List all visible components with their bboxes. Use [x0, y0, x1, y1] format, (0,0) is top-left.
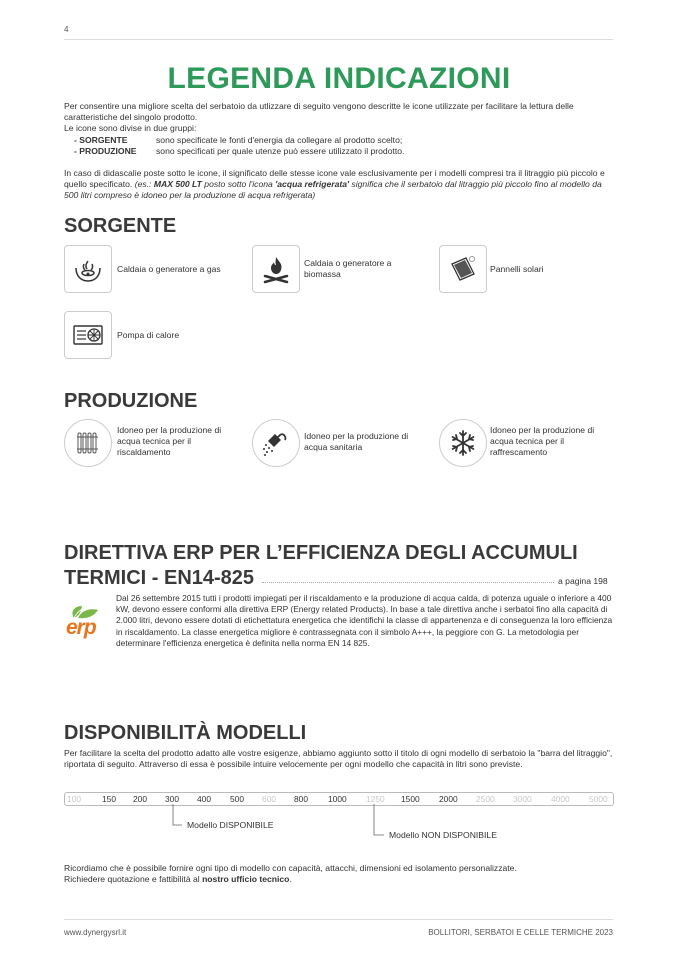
intro-paragraph-2: Le icone sono divise in due gruppi:: [64, 123, 197, 134]
page-number: 4: [64, 25, 69, 34]
solar-panel-icon: [439, 245, 487, 293]
capacity-tick-300: 300: [165, 794, 179, 804]
capacity-tick-1000: 1000: [328, 794, 347, 804]
capacity-tick-200: 200: [133, 794, 147, 804]
label-available: Modello DISPONIBILE: [187, 820, 274, 830]
intro-paragraph-1: Per consentire una migliore scelta del serbatoio da utlizzare di seguito vengono descritte le icone utilizzate per facilitare la lettura delle caratteristiche del singolo prodotto.: [64, 101, 574, 123]
list-text: sono specificate le fonti d'energia da collegare al prodotto scelto;: [156, 134, 403, 145]
shower-icon-graphic: [261, 428, 291, 458]
capacity-tick-2000: 2000: [439, 794, 458, 804]
capacity-tick-400: 400: [197, 794, 211, 804]
sorgente-label-2: Caldaia o generatore a biomassa: [304, 258, 392, 279]
capacity-tick-3000: 3000: [513, 794, 532, 804]
intro-p3-b: (es.:: [134, 179, 154, 190]
shower-icon: [252, 419, 300, 467]
intro-p3-c: MAX 500 LT: [153, 179, 202, 190]
biomass-fire-icon-graphic: [261, 254, 291, 284]
intro-p3-e: 'acqua refrigerata': [275, 179, 350, 190]
produzione-label-1: Idoneo per la produzione di acqua tecnica per il riscaldamento: [117, 425, 222, 457]
disponibilita-heading: DISPONIBILITÀ MODELLI: [64, 722, 307, 744]
sorgente-heading: SORGENTE: [64, 215, 177, 237]
gas-burner-icon-graphic: [73, 254, 103, 284]
dotted-leader: [262, 582, 554, 583]
bottom-note: [64, 863, 616, 885]
erp-text: Dal 26 settembre 2015 tutti i prodotti impiegati per il riscaldamento e la produzione di acqua calda, di potenza uguale o inferiore a 400 kW, devono essere conformi alla direttiva ERP (Energy related Products). In base a tale direttiva anche i serbatoi fino alla capacità di 2.000 litri, devono essere dotati di etichettatura energetica che identifichi la classe di appartenenza e di conseguenza la loro efficienza in riscaldamento. La classe energetica migliore è contrassegnata con il simbolo A+++, la peggiore con G. La metodologia per determinare l'efficienza energetica è definita nella norma EN 14 825.: [116, 593, 613, 648]
capacity-tick-150: 150: [102, 794, 116, 804]
list-text: sono specificati per quale utenze può essere utilizzato il prodotto.: [156, 145, 405, 156]
radiator-icon: [64, 419, 112, 467]
list-item: [64, 146, 616, 157]
capacity-tick-800: 800: [294, 794, 308, 804]
intro-p3-a: In caso di didascalie poste sotto le icone, il significato delle stesse icone vale esclusivamente per i modelli compresi tra il litraggio più piccolo e quello specificato.: [64, 168, 605, 190]
capacity-tick-600: 600: [262, 794, 276, 804]
sorgente-label-4: Pompa di calore: [117, 330, 180, 340]
bottom-line-2a: Richiedere quotazione e fattibilità al: [64, 874, 203, 885]
heat-pump-icon-graphic: [73, 320, 103, 350]
intro-paragraph-3: [64, 168, 616, 202]
snowflake-icon-graphic: [448, 428, 478, 458]
produzione-label-3: Idoneo per la produzione di acqua tecnica per il raffrescamento: [490, 425, 595, 457]
capacity-tick-1500: 1500: [401, 794, 420, 804]
bottom-line-2c: .: [289, 874, 292, 885]
technical-office-text: nostro ufficio tecnico: [202, 874, 290, 885]
intro-text: [64, 101, 616, 202]
snowflake-icon: [439, 419, 487, 467]
intro-p3-d: posto sotto l'icona: [201, 179, 276, 190]
biomass-fire-icon: [252, 245, 300, 293]
sorgente-label-1: Caldaia o generatore a gas: [117, 264, 221, 274]
bottom-line-1: Ricordiamo che è possibile fornire ogni tipo di modello con capacità, attacchi, dimensioni ed isolamento personalizzate.: [64, 863, 517, 873]
sorgente-label-3: Pannelli solari: [490, 264, 544, 274]
footer-catalog-title: BOLLITORI, SERBATOI E CELLE TERMICHE 2023: [428, 928, 613, 937]
list-key: - PRODUZIONE: [74, 145, 137, 156]
erp-heading-line-2: TERMICI - EN14-825: [64, 567, 255, 589]
produzione-label-2: Idoneo per la produzione di acqua sanitaria: [304, 431, 409, 452]
top-divider: [64, 39, 613, 40]
page-title: LEGENDA INDICAZIONI: [167, 62, 511, 95]
footer-divider: [64, 919, 613, 920]
capacity-tick-1250: 1250: [366, 794, 385, 804]
capacity-tick-2500: 2500: [476, 794, 495, 804]
radiator-icon-graphic: [73, 428, 103, 458]
list-item: [64, 135, 616, 146]
disponibilita-text: Per facilitare la scelta del prodotto adatto alle vostre esigenze, abbiamo aggiunto sotto il titolo di ogni modello di serbatoio la "barra del litraggio", riportata di seguito. Attraverso di essa è possibile intuire velocemente per ogni modello che capacità in litri sono previste.: [64, 748, 613, 770]
capacity-tick-4000: 4000: [551, 794, 570, 804]
erp-logo-text: erp: [66, 616, 96, 639]
gas-burner-icon: [64, 245, 112, 293]
capacity-tick-100: 100: [67, 794, 81, 804]
intro-p3-f: significa che il serbatoio dal litraggio più piccolo fino al modello da 500 litri compreso è idoneo per la produzione di acqua refrigerata): [64, 179, 602, 201]
erp-logo: [64, 600, 108, 644]
capacity-tick-500: 500: [230, 794, 244, 804]
label-unavailable: Modello NON DISPONIBILE: [389, 830, 497, 840]
list-key: - SORGENTE: [74, 134, 128, 145]
erp-heading: [64, 541, 624, 591]
capacity-tick-5000: 5000: [589, 794, 608, 804]
solar-panel-icon-graphic: [448, 254, 478, 284]
bottom-line-2: [64, 874, 616, 885]
produzione-heading: PRODUZIONE: [64, 390, 198, 412]
heat-pump-icon: [64, 311, 112, 359]
erp-heading-line-1: DIRETTIVA ERP PER L’EFFICIENZA DEGLI ACCUMULI: [64, 542, 578, 564]
page-reference: a pagina 198: [558, 576, 608, 586]
footer-website[interactable]: www.dynergysrl.it: [64, 928, 127, 937]
